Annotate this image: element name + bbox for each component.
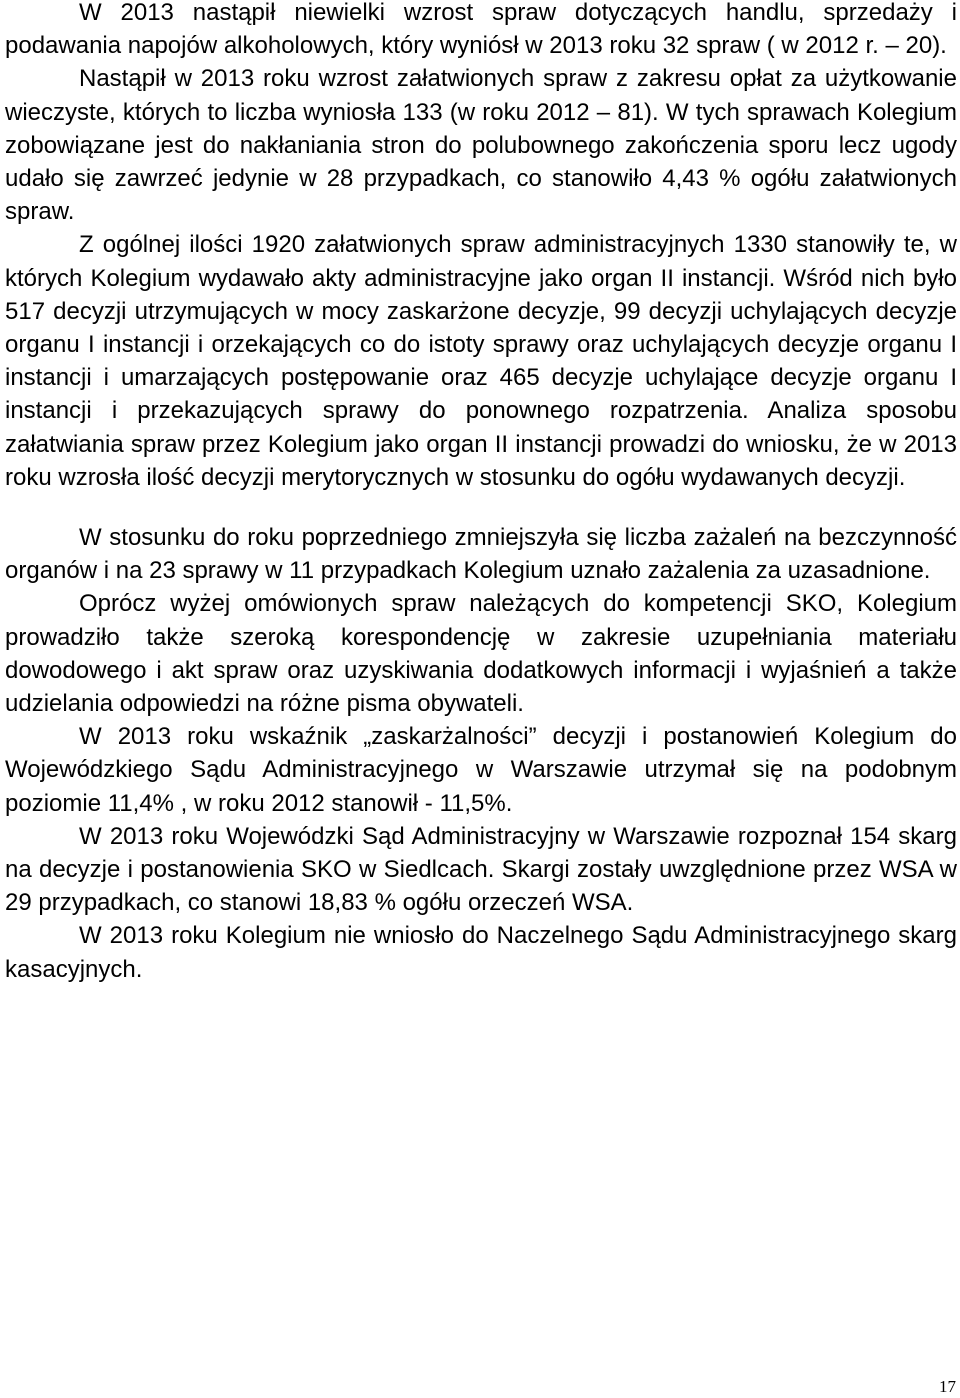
document-body: [5, 0, 957, 986]
paragraph-wsa-complaints: W 2013 roku Wojewódzki Sąd Administracyjny w Warszawie rozpoznał 154 skarg na decyzje i postanowienia SKO w Siedlcach. Skargi zostały uwzględnione przez WSA w 29 przypadkach, co stanowi 18,83 % ogółu orzeczeń WSA.: [5, 822, 957, 917]
paragraph-cassation: W 2013 roku Kolegium nie wniosło do Naczelnego Sądu Administracyjnego skarg kasacyjnych.: [5, 922, 957, 983]
paragraph-alcohol-cases: W 2013 nastąpił niewielki wzrost spraw dotyczących handlu, sprzedaży i podawania napojów alkoholowych, który wyniósł w 2013 roku 32 spraw ( w 2012 r. – 20).: [5, 0, 957, 60]
paragraph-perpetual-usufruct: Nastąpił w 2013 roku wzrost załatwionych spraw z zakresu opłat za użytkowanie wieczyste, których to liczba wyniosła 133 (w roku 2012 – 81). W tych sprawach Kolegium zobowiązane jest do nakłaniania stron do polubownego zakończenia sporu lecz ugody udało się zawrzeć jedynie w 28 przypadkach, co stanowiło 4,43 % ogółu załatwionych spraw.: [5, 65, 957, 226]
paragraph-inaction-complaints: W stosunku do roku poprzedniego zmniejszyła się liczba zażaleń na bezczynność organów i na 23 sprawy w 11 przypadkach Kolegium uznało zażalenia za uzasadnione.: [5, 524, 957, 585]
paragraph-correspondence: Oprócz wyżej omówionych spraw należących do kompetencji SKO, Kolegium prowadziło także szeroką korespondencję w zakresie uzupełniania materiału dowodowego i akt spraw oraz uzyskiwania dodatkowych informacji i wyjaśnień a także udzielania odpowiedzi na różne pisma obywateli.: [5, 590, 957, 718]
page-number: 17: [939, 1377, 956, 1396]
paragraph-appeal-rate: W 2013 roku wskaźnik „zaskarżalności” decyzji i postanowień Kolegium do Wojewódzkiego Sądu Administracyjnego w Warszawie utrzymał się na podobnym poziomie 11,4% , w roku 2012 stanowił - 11,5%.: [5, 723, 957, 817]
paragraph-administrative-cases: Z ogólnej ilości 1920 załatwionych spraw administracyjnych 1330 stanowiły te, w których Kolegium wydawało akty administracyjne jako organ II instancji. Wśród nich było 517 decyzji utrzymujących w mocy zaskarżone decyzje, 99 decyzji uchylających decyzje organu I instancji i orzekających co do istoty sprawy oraz uchylających decyzje organu I instancji i umarzających postępowanie oraz 465 decyzje uchylające decyzje organu I instancji i przekazujących sprawy do ponownego rozpatrzenia. Analiza sposobu załatwiania spraw przez Kolegium jako organ II instancji prowadzi do wniosku, że w 2013 roku wzrosła ilość decyzji merytorycznych w stosunku do ogółu wydawanych decyzji.: [5, 231, 957, 491]
